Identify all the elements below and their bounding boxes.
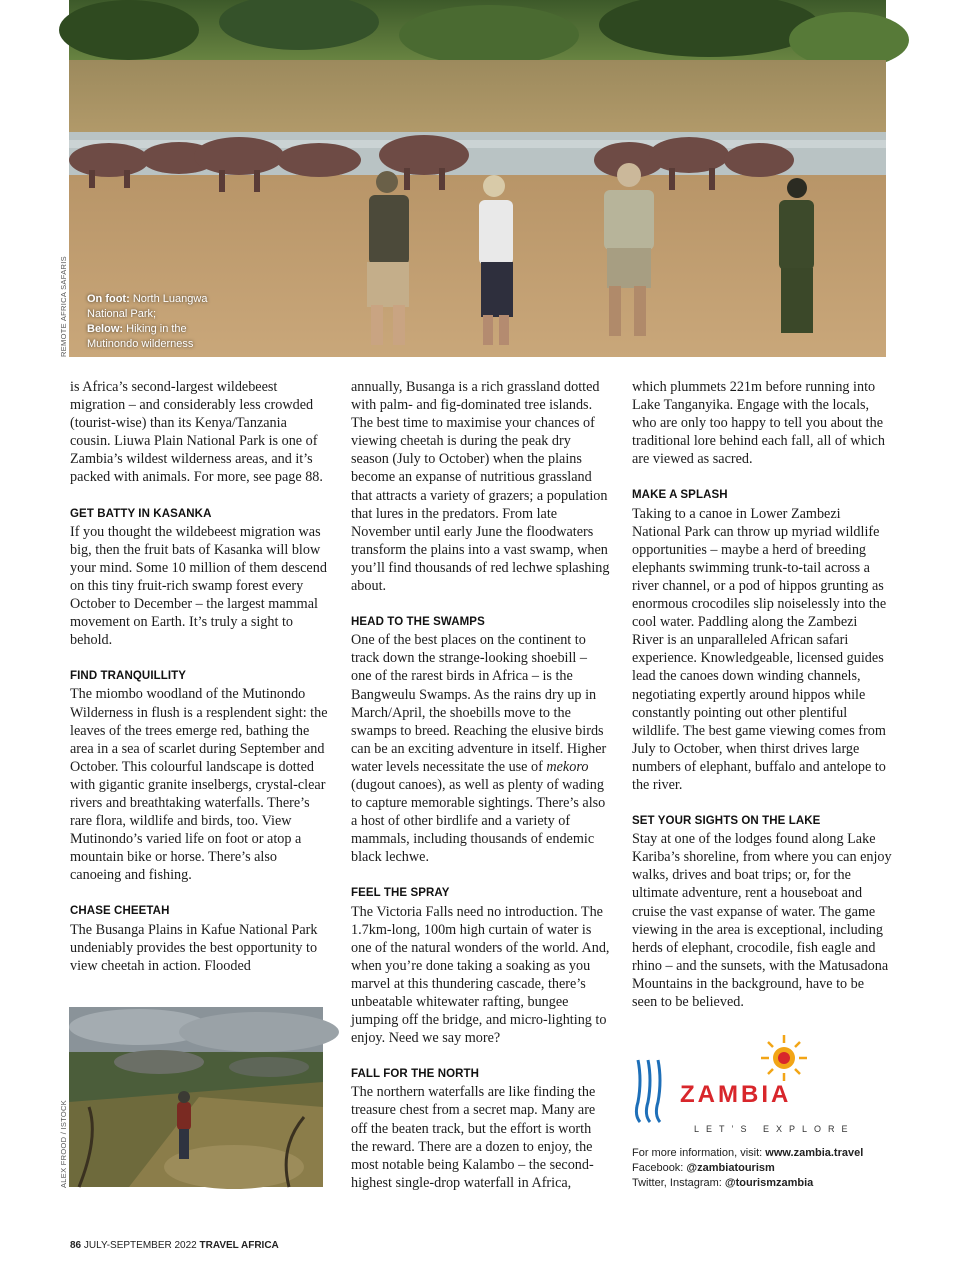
magazine-name: TRAVEL AFRICA: [199, 1240, 279, 1251]
more-info-block: [632, 1146, 902, 1191]
issue-date: JULY-SEPTEMBER 2022: [83, 1240, 197, 1251]
info-website-link[interactable]: www.zambia.travel: [765, 1147, 864, 1159]
para-feel-the-spray: The Victoria Falls need no introduction. The 1.7km-long, 100m high curtain of water is one of the natural wonders of the world. And, when you’re done taking a soaking as you marvel at this thundering cascade, there’s unbeatable whitewater rafting, bungee jumping off the bridge, and micro-lighting to enjoy. Need we say more?: [351, 903, 610, 1047]
heading-head-to-swamps: HEAD TO THE SWAMPS: [351, 616, 485, 629]
waves-icon: [636, 1060, 660, 1122]
zambia-logo-graphic: [632, 1030, 855, 1140]
info-social-label: Twitter, Instagram:: [632, 1177, 725, 1189]
caption-label-on-foot: On foot:: [87, 293, 130, 305]
hiker-landscape-illustration: [69, 1007, 323, 1187]
heading-chase-cheetah: CHASE CHEETAH: [70, 905, 170, 918]
col1-intro: is Africa’s second-largest wildebeest migration – and considerably less crowded (tourist-wise) than its Kenya/Tanzania cousin. Liuwa Plain National Park is one of Zambia’s wildest wilderness areas, and it’s packed with animals. For more, see page 88.: [70, 379, 323, 486]
logo-name-text: ZAMBIA: [680, 1081, 792, 1108]
heading-get-batty: GET BATTY IN KASANKA: [70, 507, 212, 520]
hiking-photo-mutinondo: [69, 1007, 323, 1187]
heading-sights-on-lake: SET YOUR SIGHTS ON THE LAKE: [632, 815, 821, 828]
para-chase-cheetah: The Busanga Plains in Kafue National Park undeniably provides the best opportunity to view cheetah in action. Flooded: [70, 921, 318, 974]
caption-text-on-foot: North Luangwa National Park;: [87, 293, 208, 320]
para-get-batty: If you thought the wildebeest migration was big, then the fruit bats of Kasanka will blow your mind. Some 10 million of them descend on this tiny fruit-rich swamp forest every October to December – the largest mammal movement on Earth. It’s truly a sight to behold.: [70, 523, 327, 649]
para-find-tranquillity: The miombo woodland of the Mutinondo Wilderness in flush is a resplendent sight: the leaves of the trees emerge red, bathing the area in a sea of scarlet during September and October. This colourful landscape is dotted with gigantic granite inselbergs, crystal-clear rivers and breathtaking waterfalls. There’s rare flora, wildlife and birds, too. View Mutinondo’s varied life on foot or atop a mountain bike or horse. There’s also canoeing and fishing.: [70, 686, 328, 884]
info-facebook-label: Facebook:: [632, 1162, 687, 1174]
photo-credit-top: REMOTE AFRICA SAFARIS: [59, 256, 68, 357]
caption-label-below: Below:: [87, 323, 124, 335]
col2-continuation: annually, Busanga is a rich grassland dotted with palm- and fig-dominated tree islands. The best time to maximise your chances of viewing cheetah is during the peak dry season (July to October) when the plains become an expanse of nutritious grassland that attracts a variety of grazers; a population that lures in the predators. From late November until early June the floodwaters transform the plains into a vast swamp, when you’ll find thousands of red lechwe splashing about.: [351, 379, 610, 595]
zambia-tourism-logo: [632, 1030, 855, 1140]
info-social-line: [632, 1176, 902, 1191]
page-footer: [70, 1240, 279, 1251]
info-facebook-handle[interactable]: @zambiatourism: [686, 1162, 775, 1174]
heading-find-tranquillity: FIND TRANQUILLITY: [70, 670, 187, 683]
para-fall-for-north: The northern waterfalls are like finding the treasure chest from a secret map. Many are off the beaten track, but the effort is worth the reward. There are a dozen to enjoy, the most notable being Kalambo – the second-highest single-drop waterfall in Africa,: [351, 1084, 596, 1191]
article-column-2: [351, 378, 611, 1192]
article-column-3: [632, 378, 892, 1011]
para-sights-on-lake: Stay at one of the lodges found along Lake Kariba’s shoreline, from where you can enjoy walks, drives and boat trips; or, for the ultimate adventure, rent a houseboat and cruise the vast expanse of water. The game viewing in the area is exceptional, including herds of elephant, crocodile, fish eagle and rhino – and the sunsets, with the Matusadona Mountains in the background, have to be seen to be believed.: [632, 831, 892, 1010]
photo-caption: [87, 292, 237, 352]
swamps-text-mekoro: mekoro: [546, 758, 589, 775]
swamps-text-a: One of the best places on the continent to track down the strange-looking shoebill – one of the rarest birds in Africa – is the Bangweulu Swamps. As the rains dry up in March/April, the shoebills move to the swamps to breed. Reaching the elusive birds can be an exciting adventure in itself. Higher water levels necessitate the use of: [351, 632, 607, 775]
info-website-line: [632, 1146, 902, 1161]
info-facebook-line: [632, 1161, 902, 1176]
photo-credit-bottom: ALEX FROOD / ISTOCK: [59, 1099, 68, 1188]
info-social-handle[interactable]: @tourismzambia: [724, 1177, 814, 1189]
para-head-to-swamps: [351, 631, 611, 866]
heading-make-a-splash: MAKE A SPLASH: [632, 489, 728, 502]
swamps-text-b: (dugout canoes), as well as plenty of wading to capture memorable sightings. There’s also a host of other birdlife and a variety of mammals, including thousands of endemic black lechwe.: [351, 776, 606, 866]
page-number: 86: [70, 1240, 82, 1251]
article-column-1: [70, 378, 330, 975]
heading-fall-for-north: FALL FOR THE NORTH: [351, 1068, 480, 1081]
info-website-label: For more information, visit:: [632, 1147, 766, 1159]
col3-continuation: which plummets 221m before running into Lake Tanganyika. Engage with the locals, who are only too happy to tell you about the traditional lore behind each fall, all of which are viewed as sacred.: [632, 379, 885, 468]
heading-feel-the-spray: FEEL THE SPRAY: [351, 887, 450, 900]
caption-text-below: Hiking in the Mutinondo wilderness: [87, 323, 194, 350]
para-make-a-splash: Taking to a canoe in Lower Zambezi National Park can throw up myriad wildlife opportunities – maybe a herd of breeding elephants swimming trunk-to-tail across a river channel, or a pod of hippos grunting as enormous crocodiles slip noiselessly into the cool water. Paddling along the Zambezi River is an unparalleled African safari experience. Knowledgeable, licensed guides lead the canoes down winding channels, negotiating expertly around hippos while constantly pointing out other plentiful wildlife. The best game viewing comes from July to October, when thirst drives large numbers of elephant, buffalo and antelope to the river.: [632, 505, 887, 793]
logo-tagline-text: LET’S EXPLORE: [694, 1124, 855, 1134]
sun-icon: [761, 1035, 807, 1081]
